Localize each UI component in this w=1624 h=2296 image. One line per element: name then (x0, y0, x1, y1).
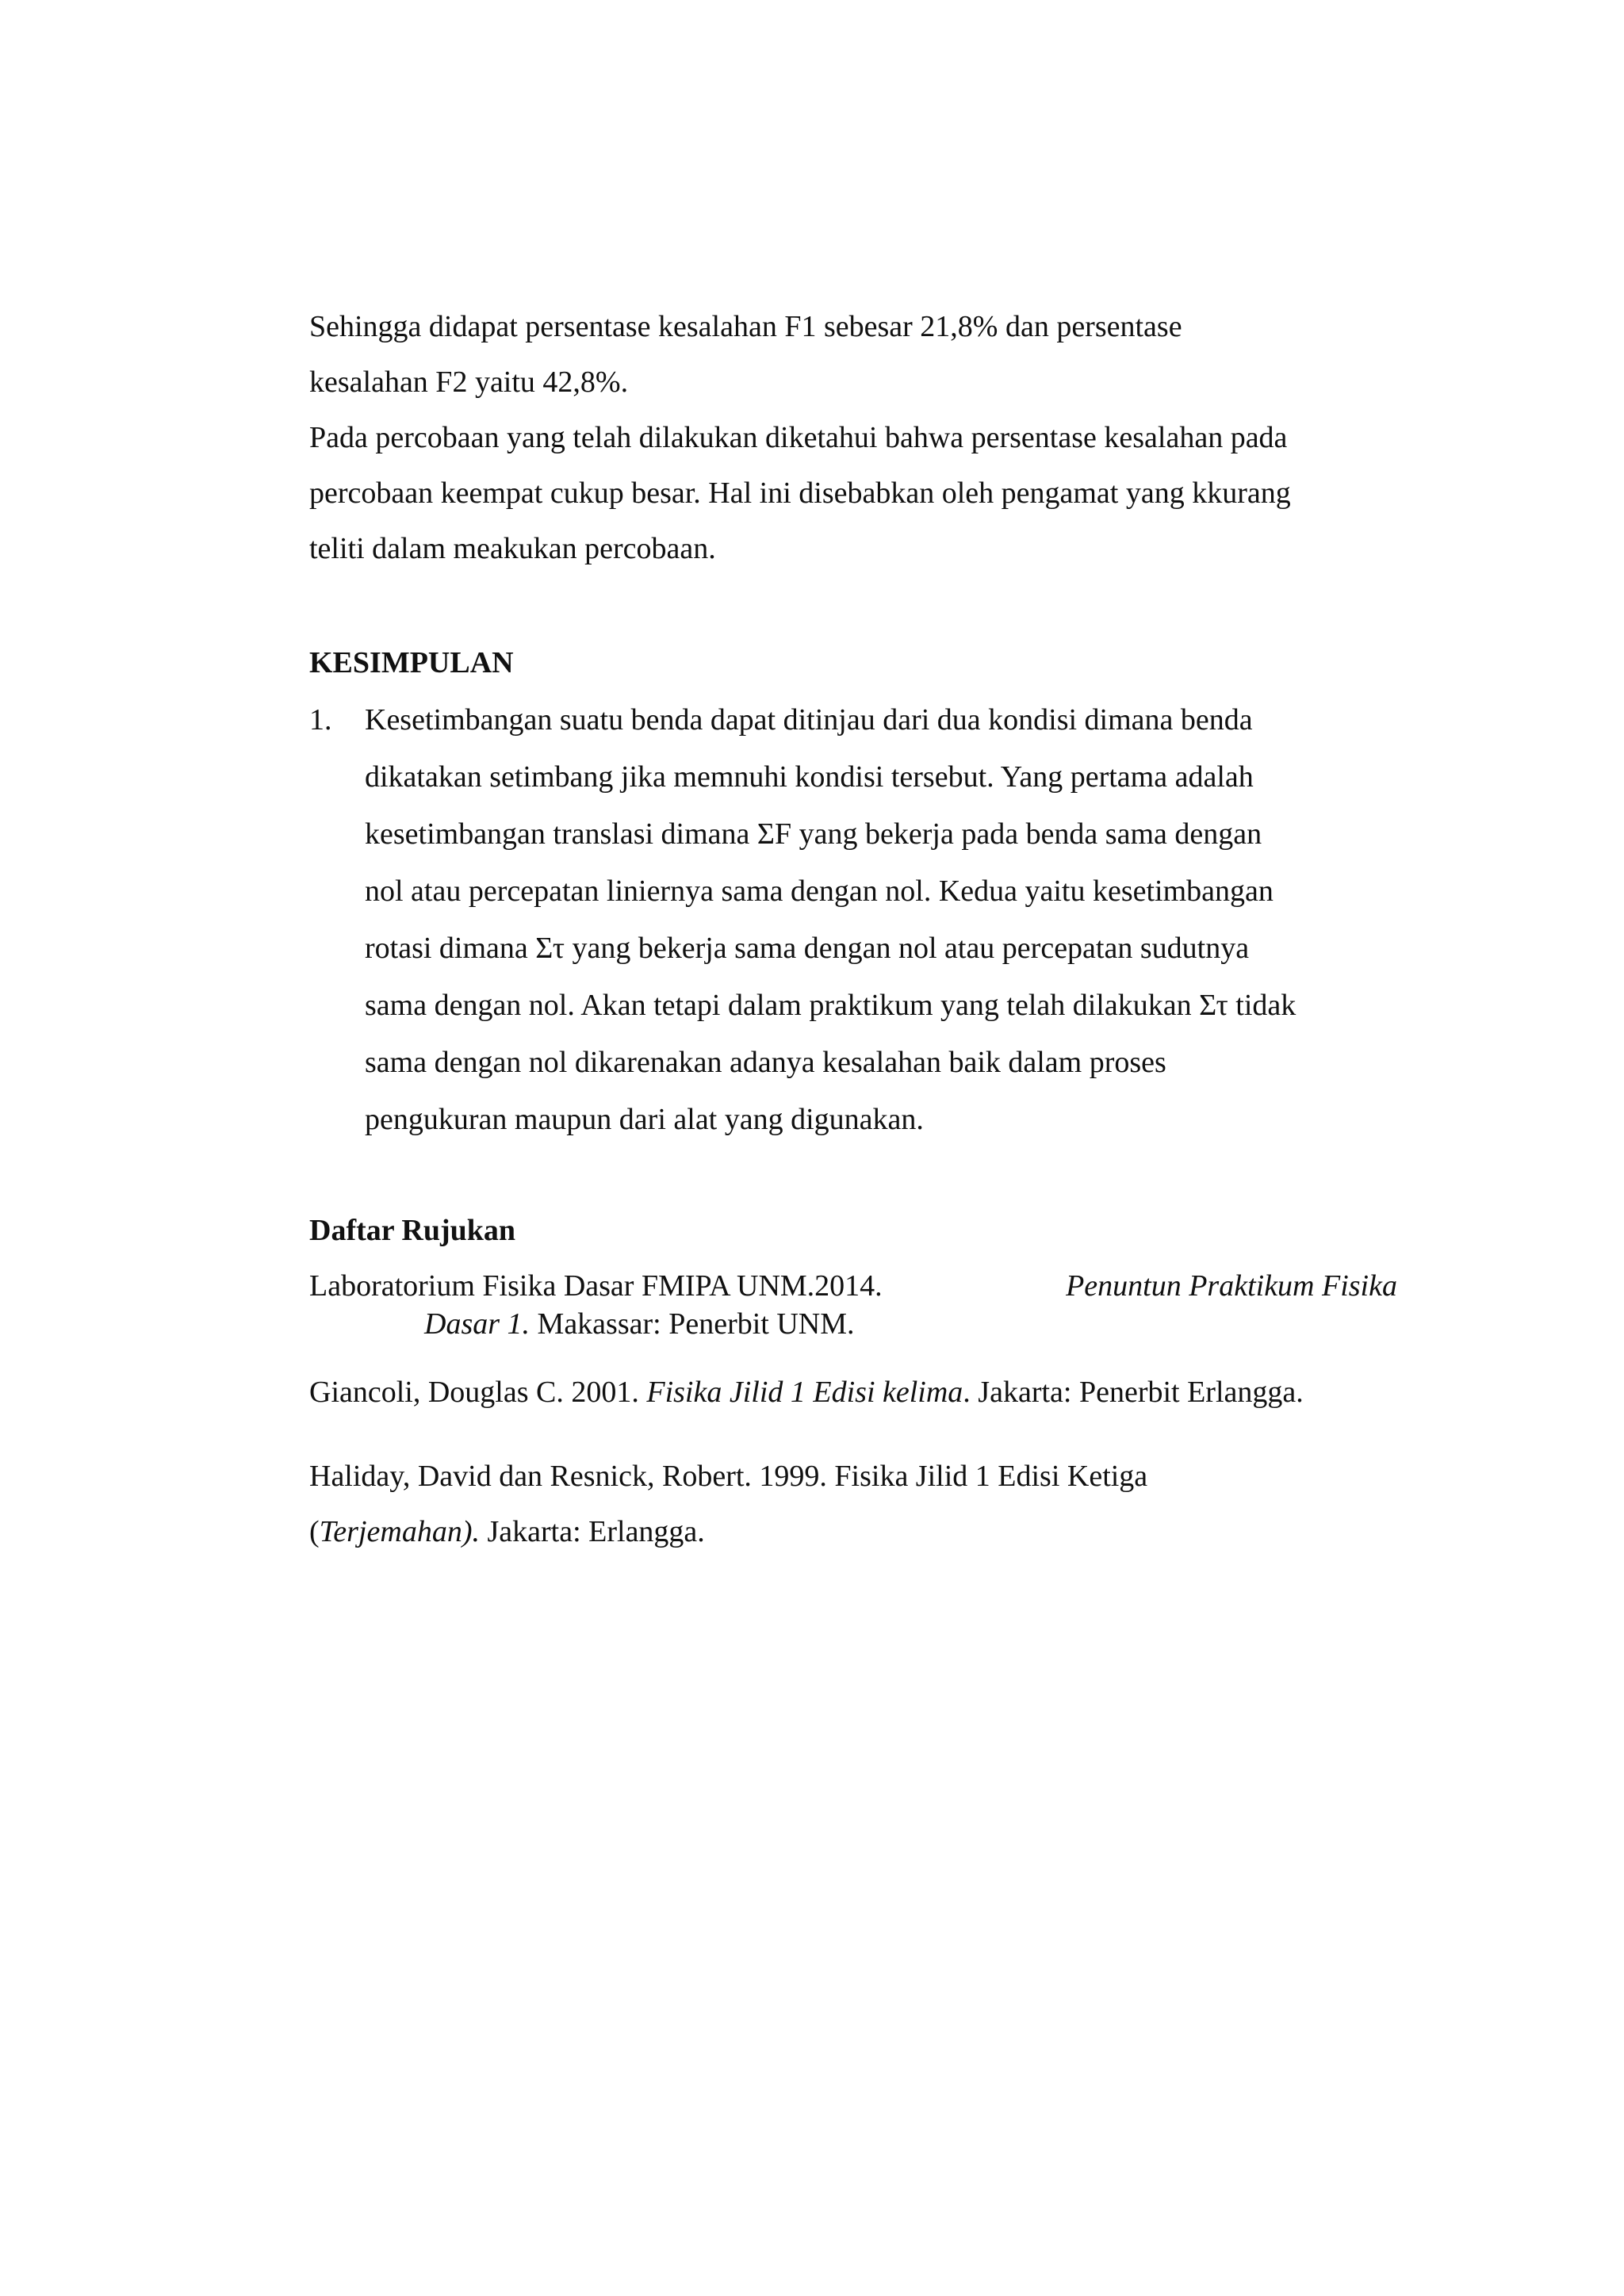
reference-1-publisher: Makassar: Penerbit UNM. (530, 1307, 855, 1341)
reference-3-line-1: Haliday, David dan Resnick, Robert. 1999. Fisika Jilid 1 Edisi Ketiga (309, 1460, 1148, 1493)
reference-1-title-part-2: Dasar 1. (424, 1307, 530, 1341)
references-heading: Daftar Rujukan (309, 1214, 516, 1247)
kesimpulan-line-6: sama dengan nol. Akan tetapi dalam praktikum yang telah dilakukan Στ tidak (365, 989, 1297, 1022)
kesimpulan-line-4: nol atau percepatan liniernya sama dengan nol. Kedua yaitu kesetimbangan (365, 874, 1274, 908)
reference-2-title: Fisika Jilid 1 Edisi kelima (646, 1376, 963, 1409)
reference-2 (309, 1375, 1397, 1410)
kesimpulan-line-5: rotasi dimana Στ yang bekerja sama dengan nol atau percepatan sudutnya (365, 932, 1250, 965)
intro-line-3: Pada percobaan yang telah dilakukan diketahui bahwa persentase kesalahan pada (309, 421, 1288, 454)
intro-line-4: percobaan keempat cukup besar. Hal ini disebabkan oleh pengamat yang kkurang (309, 476, 1291, 510)
reference-2-author: Giancoli, Douglas C. 2001. (309, 1376, 647, 1409)
reference-2-publisher: . Jakarta: Penerbit Erlangga. (963, 1376, 1304, 1409)
reference-1-line-2 (424, 1307, 1512, 1341)
reference-1-line-1 (309, 1269, 1397, 1303)
reference-3-line-2 (309, 1514, 1397, 1549)
intro-line-1: Sehingga didapat persentase kesalahan F1 sebesar 21,8% dan persentase (309, 310, 1182, 343)
reference-1-title-part-1: Penuntun Praktikum Fisika (1066, 1269, 1397, 1303)
intro-line-5: teliti dalam meakukan percobaan. (309, 532, 716, 565)
kesimpulan-line-8: pengukuran maupun dari alat yang digunakan. (365, 1103, 924, 1136)
list-item-number: 1. (309, 703, 332, 737)
kesimpulan-line-3: kesetimbangan translasi dimana ΣF yang bekerja pada benda sama dengan (365, 817, 1262, 851)
reference-1-author: Laboratorium Fisika Dasar FMIPA UNM.2014. (309, 1269, 883, 1303)
kesimpulan-line-7: sama dengan nol dikarenakan adanya kesalahan baik dalam proses (365, 1046, 1166, 1079)
reference-3-title: Terjemahan). (319, 1515, 480, 1548)
reference-3-open-paren: ( (309, 1515, 320, 1548)
kesimpulan-heading: KESIMPULAN (309, 646, 514, 679)
kesimpulan-line-2: dikatakan setimbang jika memnuhi kondisi tersebut. Yang pertama adalah (365, 760, 1254, 794)
kesimpulan-line-1: Kesetimbangan suatu benda dapat ditinjau dari dua kondisi dimana benda (365, 703, 1253, 737)
intro-line-2: kesalahan F2 yaitu 42,8%. (309, 365, 629, 399)
reference-3-publisher: Jakarta: Erlangga. (479, 1515, 705, 1548)
